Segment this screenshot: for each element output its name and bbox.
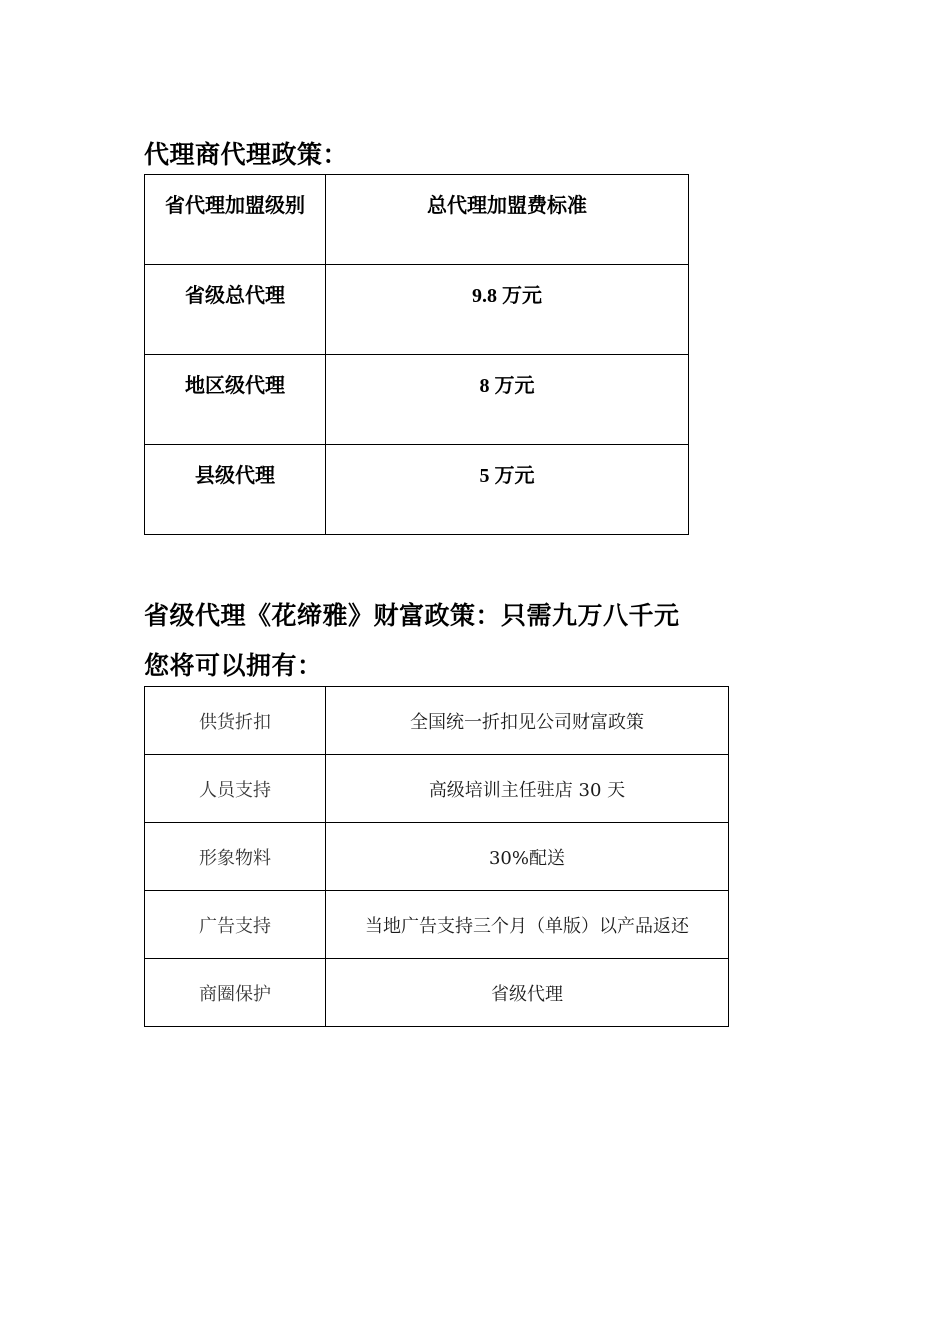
- table-row: [145, 959, 729, 1027]
- table-row: [145, 823, 729, 891]
- header-cell-level: 省代理加盟级别: [145, 175, 326, 265]
- section2-subtitle: 您将可以拥有：: [144, 651, 323, 680]
- table-header-row: [145, 175, 689, 265]
- benefit-value-cell: 全国统一折扣见公司财富政策: [326, 687, 729, 755]
- benefit-value-cell: 高级培训主任驻店 30 天: [326, 755, 729, 823]
- benefit-label-cell: 供货折扣: [145, 687, 326, 755]
- table-row: [145, 687, 729, 755]
- fee-cell: 8 万元: [326, 355, 689, 445]
- benefit-value-cell: 省级代理: [326, 959, 729, 1027]
- benefit-label-cell: 人员支持: [145, 755, 326, 823]
- section1-title: 代理商代理政策：: [144, 140, 349, 169]
- benefits-table: [144, 686, 729, 1027]
- agent-fee-table: [144, 174, 689, 535]
- benefit-label-cell: 形象物料: [145, 823, 326, 891]
- benefit-label-cell: 商圈保护: [145, 959, 326, 1027]
- level-cell: 县级代理: [145, 445, 326, 535]
- table-row: [145, 891, 729, 959]
- fee-cell: 9.8 万元: [326, 265, 689, 355]
- table-row: [145, 265, 689, 355]
- table-row: [145, 355, 689, 445]
- table-row: [145, 755, 729, 823]
- benefit-value-cell: 30%配送: [326, 823, 729, 891]
- level-cell: 省级总代理: [145, 265, 326, 355]
- table-row: [145, 445, 689, 535]
- level-cell: 地区级代理: [145, 355, 326, 445]
- section2-title: 省级代理《花缔雅》财富政策：只需九万八千元: [144, 601, 680, 630]
- fee-cell: 5 万元: [326, 445, 689, 535]
- benefit-label-cell: 广告支持: [145, 891, 326, 959]
- benefit-value-cell: 当地广告支持三个月（单版）以产品返还: [326, 891, 729, 959]
- header-cell-fee: 总代理加盟费标准: [326, 175, 689, 265]
